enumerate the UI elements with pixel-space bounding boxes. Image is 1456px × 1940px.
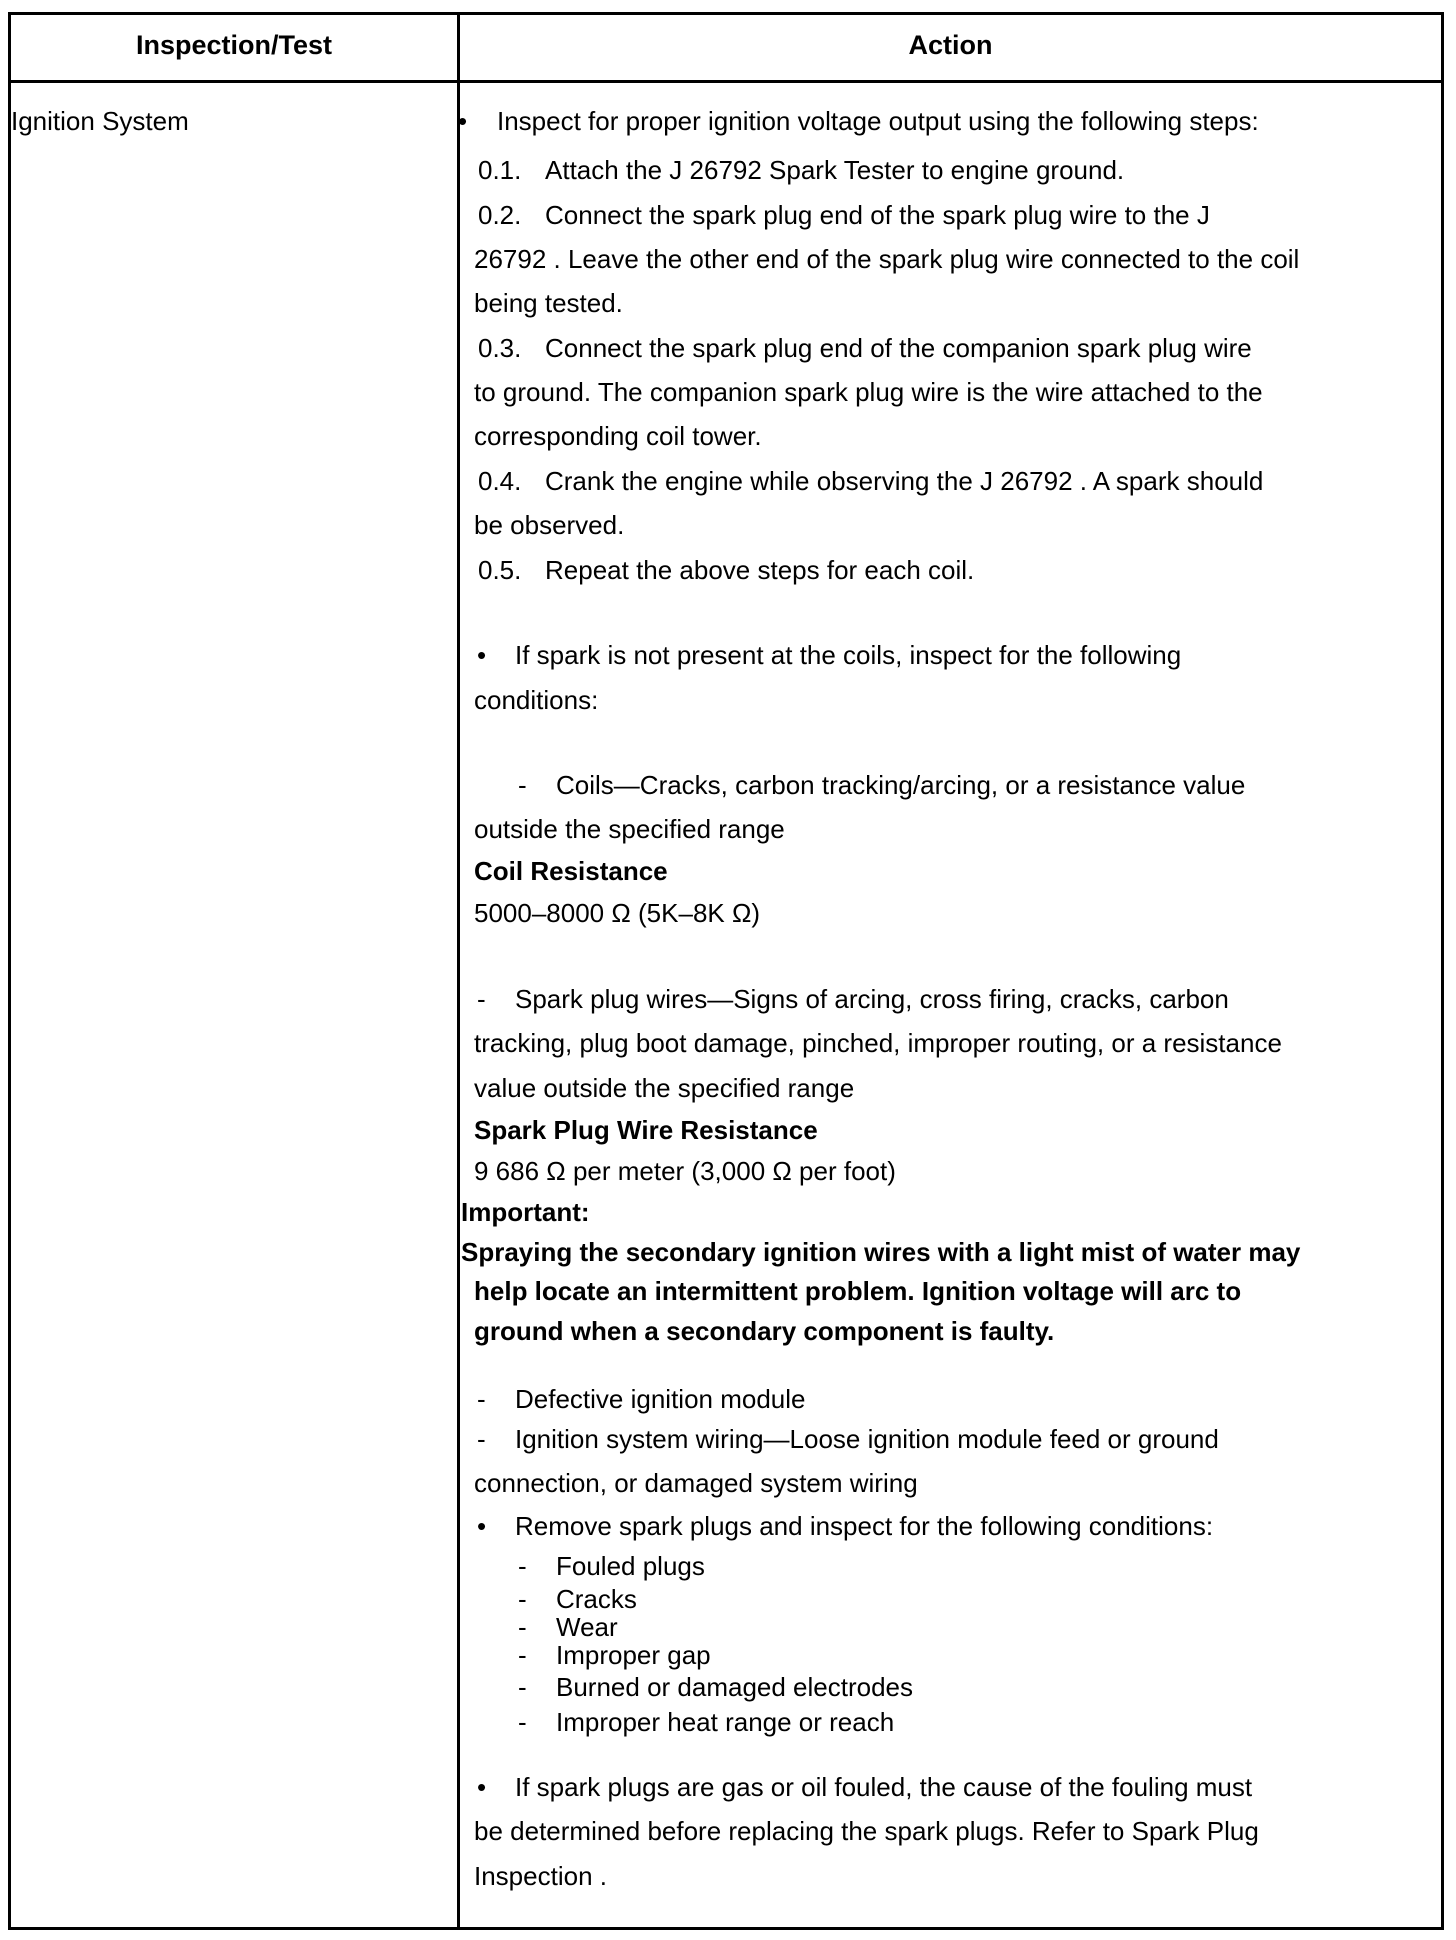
no-spark-text: If spark is not present at the coils, inspect for the following bbox=[515, 640, 1182, 670]
important-label: Important: bbox=[461, 1197, 590, 1227]
table-frame bbox=[8, 12, 1444, 1930]
step-text: 26792 . Leave the other end of the spark plug wire connected to the coil bbox=[474, 244, 1300, 274]
coils-text: Coils—Cracks, carbon tracking/arcing, or a resistance value bbox=[556, 770, 1246, 800]
bullet: • bbox=[477, 1511, 487, 1541]
coil-resistance-value: 5000–8000 Ω (5K–8K Ω) bbox=[474, 898, 761, 928]
inspection-ignition-system: Ignition System bbox=[11, 106, 189, 136]
step-number: 0.4. bbox=[478, 466, 522, 496]
wiring-text: Ignition system wiring—Loose ignition module feed or ground bbox=[515, 1424, 1219, 1454]
list-item: Wear bbox=[556, 1612, 618, 1642]
wire-resistance-label: Spark Plug Wire Resistance bbox=[474, 1115, 818, 1145]
list-item: Improper gap bbox=[556, 1640, 711, 1670]
dash: - bbox=[518, 1612, 527, 1642]
fouled-text: Inspection . bbox=[474, 1861, 607, 1891]
list-item: Burned or damaged electrodes bbox=[556, 1672, 914, 1702]
module-text: Defective ignition module bbox=[515, 1384, 806, 1414]
column-divider bbox=[457, 12, 460, 1930]
no-spark-text: conditions: bbox=[474, 685, 599, 715]
step-text: Connect the spark plug end of the spark plug wire to the J bbox=[545, 200, 1210, 230]
coil-resistance-label: Coil Resistance bbox=[474, 856, 668, 886]
header-inspection-test: Inspection/Test bbox=[135, 30, 333, 60]
dash: - bbox=[477, 984, 486, 1014]
important-text: ground when a secondary component is faulty. bbox=[474, 1316, 1055, 1346]
step-text: Connect the spark plug end of the companion spark plug wire bbox=[545, 333, 1252, 363]
step-number: 0.2. bbox=[478, 200, 522, 230]
dash: - bbox=[477, 1424, 486, 1454]
dash: - bbox=[477, 1384, 486, 1414]
wires-text: Spark plug wires—Signs of arcing, cross firing, cracks, carbon bbox=[515, 984, 1229, 1014]
intro-text: Inspect for proper ignition voltage output using the following steps: bbox=[497, 106, 1259, 136]
step-text: Attach the J 26792 Spark Tester to engine ground. bbox=[545, 155, 1125, 185]
list-item: Cracks bbox=[556, 1584, 637, 1614]
fouled-text: be determined before replacing the spark plugs. Refer to Spark Plug bbox=[474, 1816, 1259, 1846]
header-divider bbox=[8, 80, 1444, 83]
wiring-text: connection, or damaged system wiring bbox=[474, 1468, 918, 1498]
dash: - bbox=[518, 1640, 527, 1670]
fouled-text: If spark plugs are gas or oil fouled, the cause of the fouling must bbox=[515, 1772, 1253, 1802]
list-item: Fouled plugs bbox=[556, 1551, 705, 1581]
dash: - bbox=[518, 1584, 527, 1614]
wires-text: value outside the specified range bbox=[474, 1073, 855, 1103]
dash: - bbox=[518, 1672, 527, 1702]
header-action: Action bbox=[908, 30, 993, 60]
remove-plugs-text: Remove spark plugs and inspect for the following conditions: bbox=[515, 1511, 1214, 1541]
step-number: 0.3. bbox=[478, 333, 522, 363]
step-text: Crank the engine while observing the J 26792 . A spark should bbox=[545, 466, 1264, 496]
dash: - bbox=[518, 1707, 527, 1737]
step-text: being tested. bbox=[474, 288, 623, 318]
step-number: 0.5. bbox=[478, 555, 522, 585]
important-text: help locate an intermittent problem. Ignition voltage will arc to bbox=[474, 1276, 1242, 1306]
step-text: be observed. bbox=[474, 510, 625, 540]
step-number: 0.1. bbox=[478, 155, 522, 185]
important-text: Spraying the secondary ignition wires with a light mist of water may bbox=[461, 1237, 1301, 1267]
dash: - bbox=[518, 770, 527, 800]
step-text: corresponding coil tower. bbox=[474, 421, 762, 451]
coils-text: outside the specified range bbox=[474, 814, 785, 844]
dash: - bbox=[518, 1551, 527, 1581]
step-text: to ground. The companion spark plug wire is the wire attached to the bbox=[474, 377, 1263, 407]
bullet: • bbox=[477, 1772, 487, 1802]
wire-resistance-value: 9 686 Ω per meter (3,000 Ω per foot) bbox=[474, 1156, 896, 1186]
step-text: Repeat the above steps for each coil. bbox=[545, 555, 975, 585]
list-item: Improper heat range or reach bbox=[556, 1707, 895, 1737]
bullet: • bbox=[458, 106, 468, 136]
bullet: • bbox=[477, 640, 487, 670]
wires-text: tracking, plug boot damage, pinched, improper routing, or a resistance bbox=[474, 1028, 1282, 1058]
